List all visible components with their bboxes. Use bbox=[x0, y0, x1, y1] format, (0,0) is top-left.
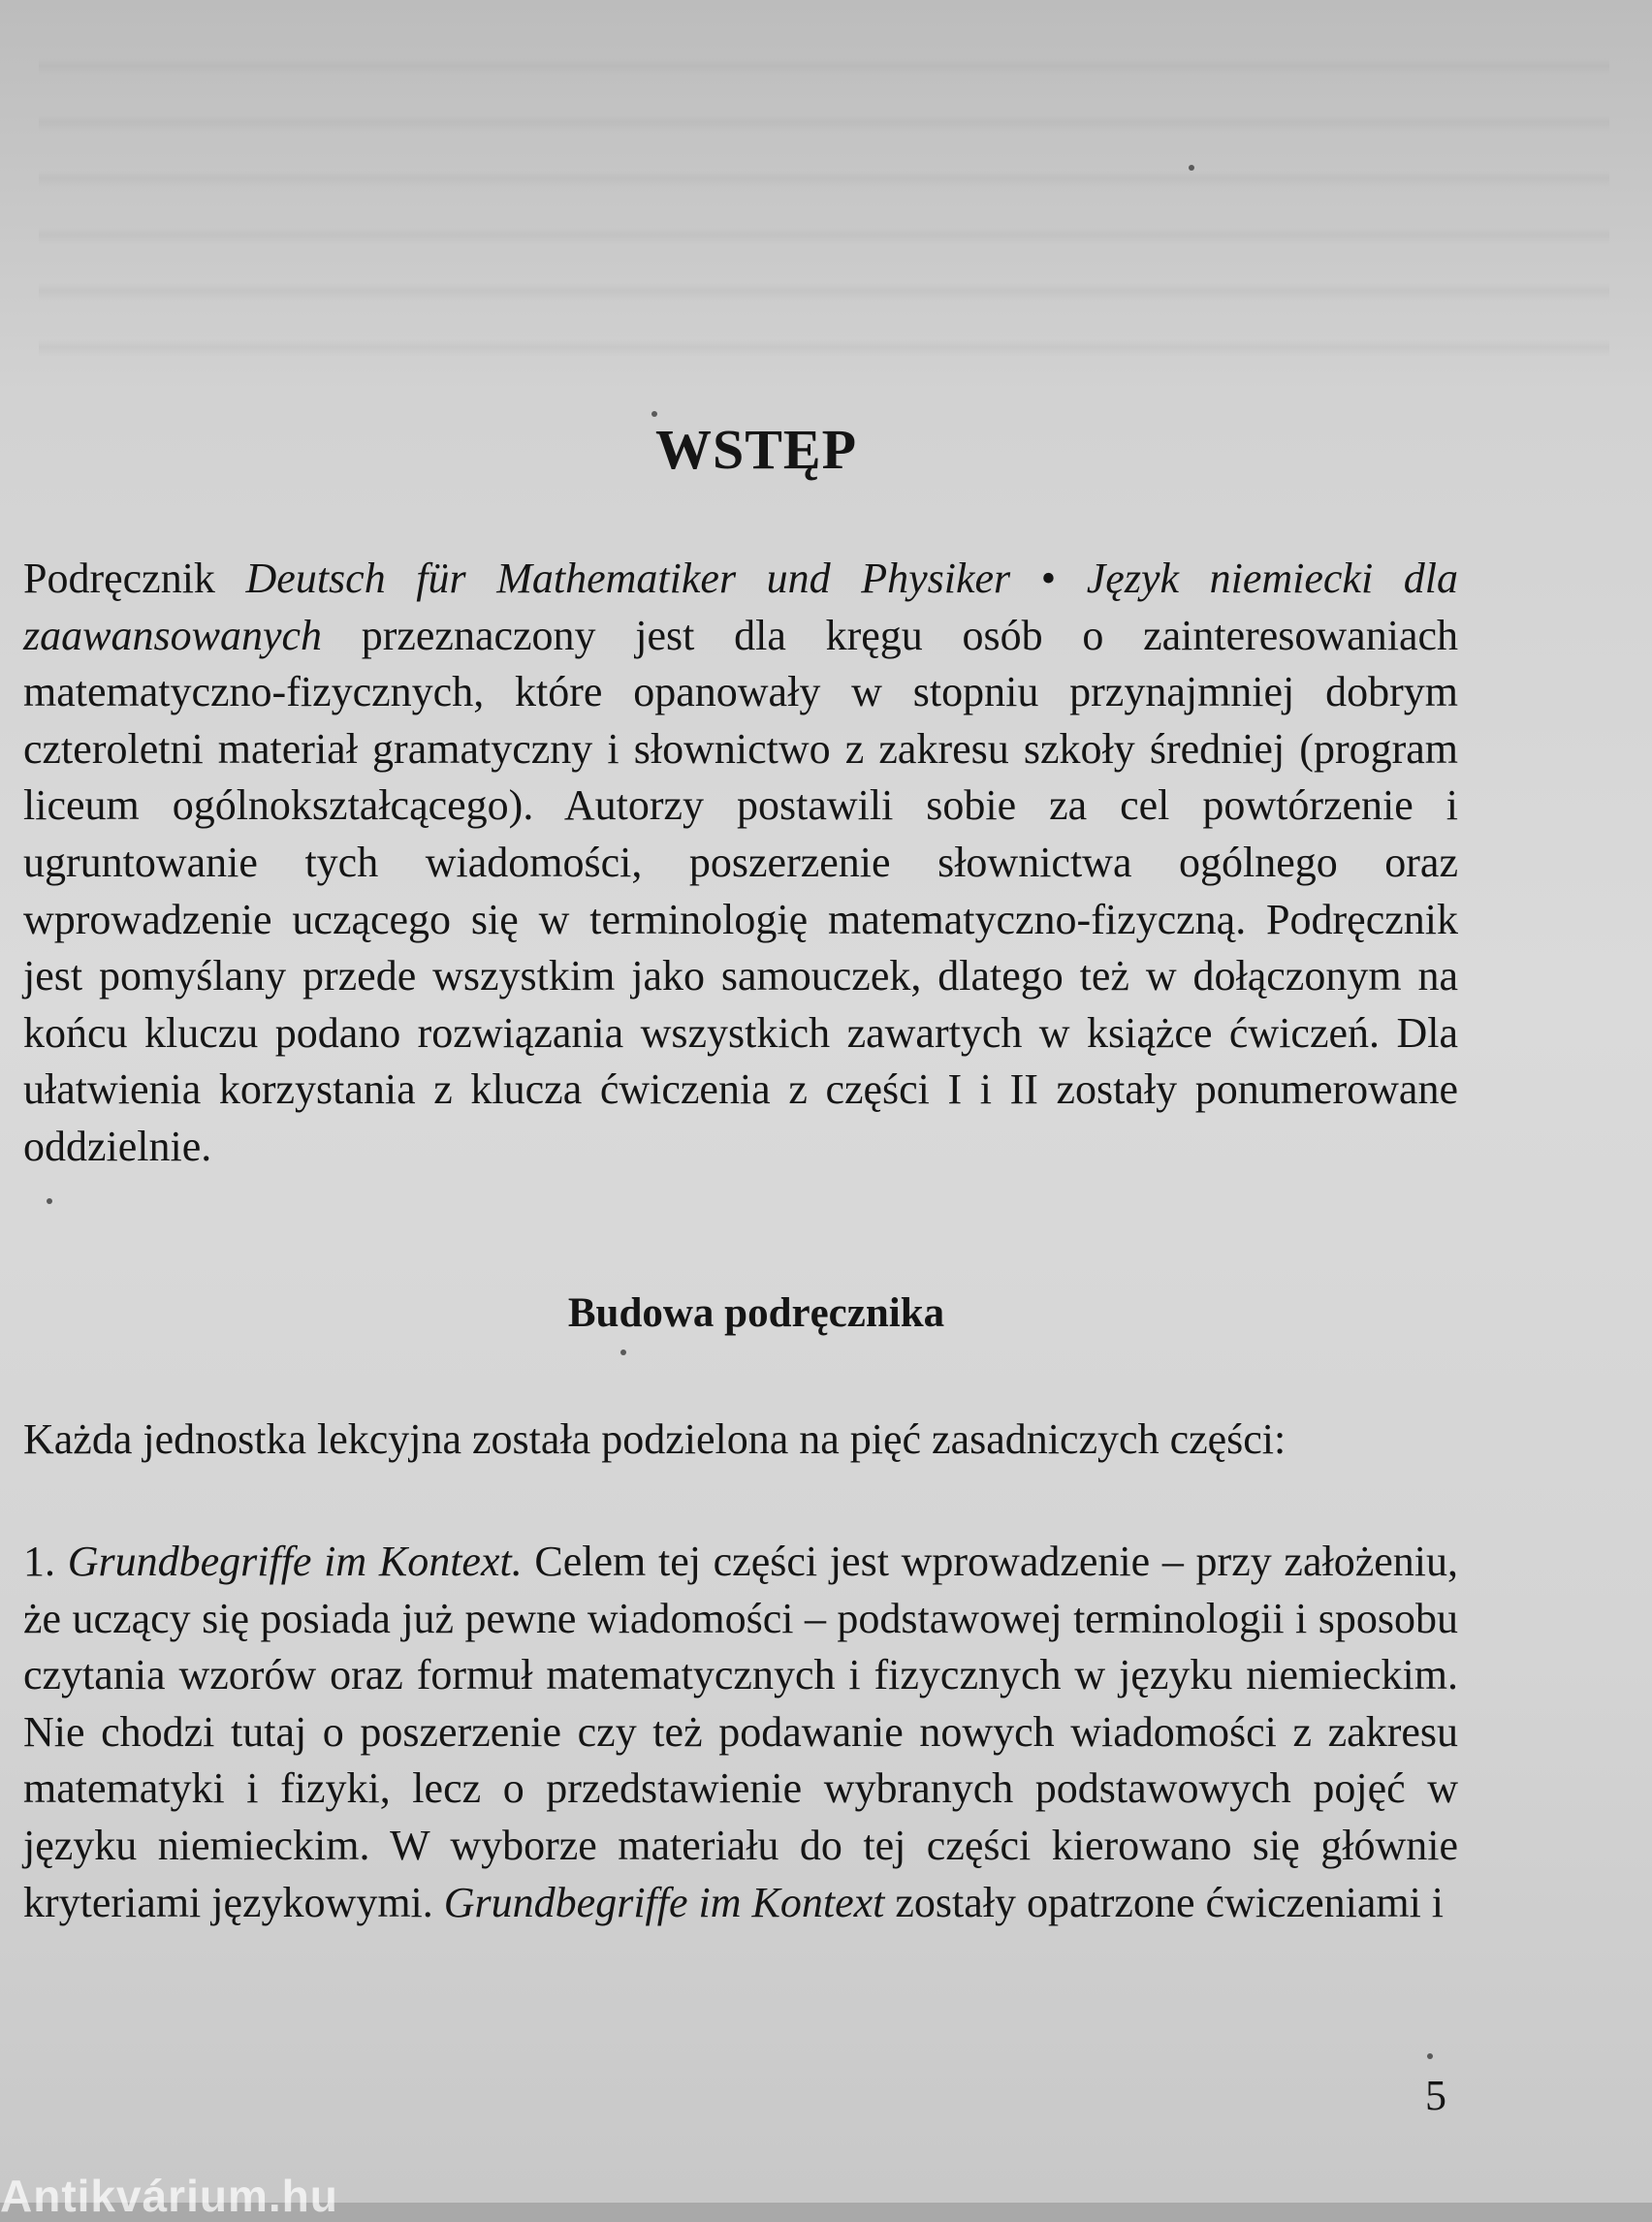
page-title: WSTĘP bbox=[654, 418, 858, 481]
intro-text-start: Podręcznik bbox=[23, 555, 246, 602]
title-separator: • bbox=[1010, 555, 1087, 602]
point-1-text: Celem tej części jest wprowadzenie – przy założeniu, że uczący się posiada już pewne wiadomości – podstawowej terminologii i sposobu czytania wzorów oraz formuł matematycznych i fizycznych w języku niemieckim. Nie chodzi tutaj o poszerzenie czy też podawanie nowych wiadomości z zakresu matematyki i fizyki, lecz o przedstawienie wybranych podstawowych pojęć w języku niemieckim. W wyborze materiału do tej części kierowano się głównie kryteriami językowymi. bbox=[23, 1538, 1459, 1926]
point-1-term-repeat: Grundbegriffe im Kontext bbox=[443, 1878, 885, 1926]
intro-text-body: przeznaczony jest dla kręgu osób o zainteresowaniach matematyczno-fizycznych, które opanowały w stopniu przynajmniej dobrym czteroletni materiał gramatyczny i słownictwo z zakresu szkoły średniej (program liceum ogólnokształcącego). Autorzy postawili sobie za cel powtórzenie i ugruntowanie tych wiadomości, poszerzenie słownictwa ogólnego oraz wprowadzenie uczącego się w terminologię matematyczno-fizyczną. Podręcznik jest pomyślany przede wszystkim jako samouczek, dlatego też w dołączonym na końcu kluczu podano rozwiązania wszystkich zawartych w książce ćwiczeń. Dla ułatwienia korzystania z klucza ćwiczenia z części I i II zostały ponumerowane oddzielnie. bbox=[23, 611, 1458, 1170]
paper-speck bbox=[47, 1198, 52, 1204]
book-title-polish: Język niemiecki dla zaawansowanych bbox=[23, 555, 1458, 659]
point-1-text-end: zostały opatrzone ćwiczeniami i bbox=[884, 1878, 1445, 1926]
paper-speck bbox=[651, 411, 657, 417]
book-title-german: Deutsch für Mathematiker und Physiker bbox=[245, 555, 1011, 602]
structure-intro-paragraph: Każda jednostka lekcyjna została podzielona na pięć zasadniczych części: bbox=[23, 1415, 1287, 1463]
point-1-paragraph bbox=[23, 1534, 1458, 1931]
point-1-number: 1. bbox=[23, 1538, 68, 1585]
paper-speck bbox=[1427, 2053, 1433, 2059]
section-heading: Budowa podręcznika bbox=[567, 1290, 945, 1336]
page-number: 5 bbox=[1425, 2072, 1446, 2119]
paper-speck bbox=[620, 1349, 626, 1355]
watermark: Antikvárium.hu bbox=[0, 2171, 338, 2221]
intro-paragraph bbox=[23, 551, 1458, 1176]
paper-speck bbox=[1189, 165, 1194, 171]
point-1-term: Grundbegriffe im Kontext. bbox=[67, 1538, 523, 1585]
bleed-through-texture bbox=[39, 19, 1609, 388]
